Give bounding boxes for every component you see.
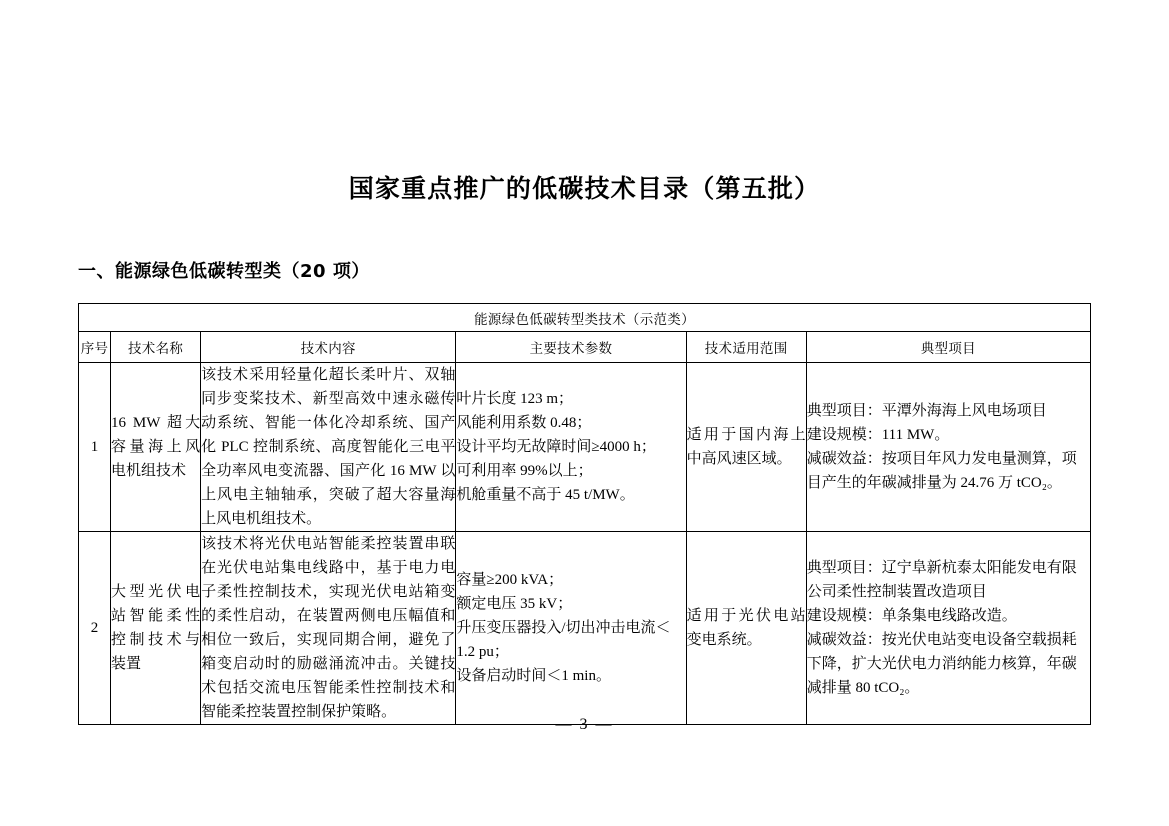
table-caption-row bbox=[79, 304, 1091, 332]
technology-name: 大型光伏电站智能柔性控制技术与装置 bbox=[111, 532, 201, 725]
param-line: 可利用率 99%以上； bbox=[456, 463, 593, 479]
section-heading: 一、能源绿色低碳转型类（20 项） bbox=[78, 261, 370, 282]
applicable-scope: 适用于国内海上中高风速区域。 bbox=[686, 363, 806, 532]
technology-name: 16 MW 超大容量海上风电机组技术 bbox=[111, 363, 201, 532]
technology-params bbox=[456, 532, 686, 725]
table-row bbox=[79, 532, 1091, 725]
param-line: 设备启动时间＜1 min。 bbox=[456, 668, 611, 684]
project-line: 典型项目：平潭外海海上风电场项目 bbox=[806, 403, 1047, 419]
column-header-no: 序号 bbox=[79, 332, 111, 363]
technology-content: 该技术将光伏电站智能柔控装置串联在光伏电站集电线路中，基于电力电子柔性控制技术，实现光伏电站箱变的柔性启动，在装置两侧电压幅值和相位一致后，实现同期合闸，避免了箱变启动时的励磁涌流冲击。关键技术包括交流电压智能柔性控制技术和智能柔控装置控制保护策略。 bbox=[201, 532, 456, 725]
column-header-name: 技术名称 bbox=[111, 332, 201, 363]
typical-project bbox=[806, 363, 1090, 532]
technology-params bbox=[456, 363, 686, 532]
row-index: 2 bbox=[79, 532, 111, 725]
project-line: 建设规模：单条集电线路改造。 bbox=[806, 608, 1017, 624]
project-line: 减碳效益：按光伏电站变电设备空载损耗下降，扩大光伏电力消纳能力核算，年碳减排量 80 tCO₂。 bbox=[806, 632, 1077, 696]
technology-content: 该技术采用轻量化超长柔叶片、双轴同步变桨技术、新型高效中速永磁传动系统、智能一体化冷却系统、国产化 PLC 控制系统、高度智能化三电平全功率风电变流器、国产化 16 MW 以上风电主轴轴承，突破了超大容量海上风电机组技术。 bbox=[201, 363, 456, 532]
typical-project bbox=[806, 532, 1090, 725]
column-header-scope: 技术适用范围 bbox=[686, 332, 806, 363]
applicable-scope: 适用于光伏电站变电系统。 bbox=[686, 532, 806, 725]
param-line: 额定电压 35 kV； bbox=[456, 596, 573, 612]
table-caption: 能源绿色低碳转型类技术（示范类） bbox=[79, 304, 1091, 332]
catalog-table-wrapper bbox=[78, 303, 1091, 725]
table-header-row bbox=[79, 332, 1091, 363]
row-index: 1 bbox=[79, 363, 111, 532]
page-number: — 3 — bbox=[555, 716, 614, 733]
column-header-params: 主要技术参数 bbox=[456, 332, 686, 363]
param-line: 风能利用系数 0.48； bbox=[456, 415, 592, 431]
project-line: 减碳效益：按项目年风力发电量测算，项目产生的年碳减排量为 24.76 万 tCO₂。 bbox=[806, 451, 1077, 491]
project-line: 典型项目：辽宁阜新杭泰太阳能发电有限公司柔性控制装置改造项目 bbox=[806, 560, 1077, 600]
catalog-table bbox=[78, 303, 1091, 725]
param-line: 升压变压器投入/切出冲击电流＜1.2 pu； bbox=[456, 620, 671, 660]
param-line: 容量≥200 kVA； bbox=[456, 572, 564, 588]
column-header-project: 典型项目 bbox=[806, 332, 1090, 363]
param-line: 设计平均无故障时间≥4000 h； bbox=[456, 439, 656, 455]
table-row bbox=[79, 363, 1091, 532]
column-header-content: 技术内容 bbox=[201, 332, 456, 363]
param-line: 机舱重量不高于 45 t/MW。 bbox=[456, 487, 635, 503]
page-title: 国家重点推广的低碳技术目录（第五批） bbox=[348, 174, 821, 203]
param-line: 叶片长度 123 m； bbox=[456, 391, 574, 407]
project-line: 建设规模：111 MW。 bbox=[806, 427, 950, 443]
